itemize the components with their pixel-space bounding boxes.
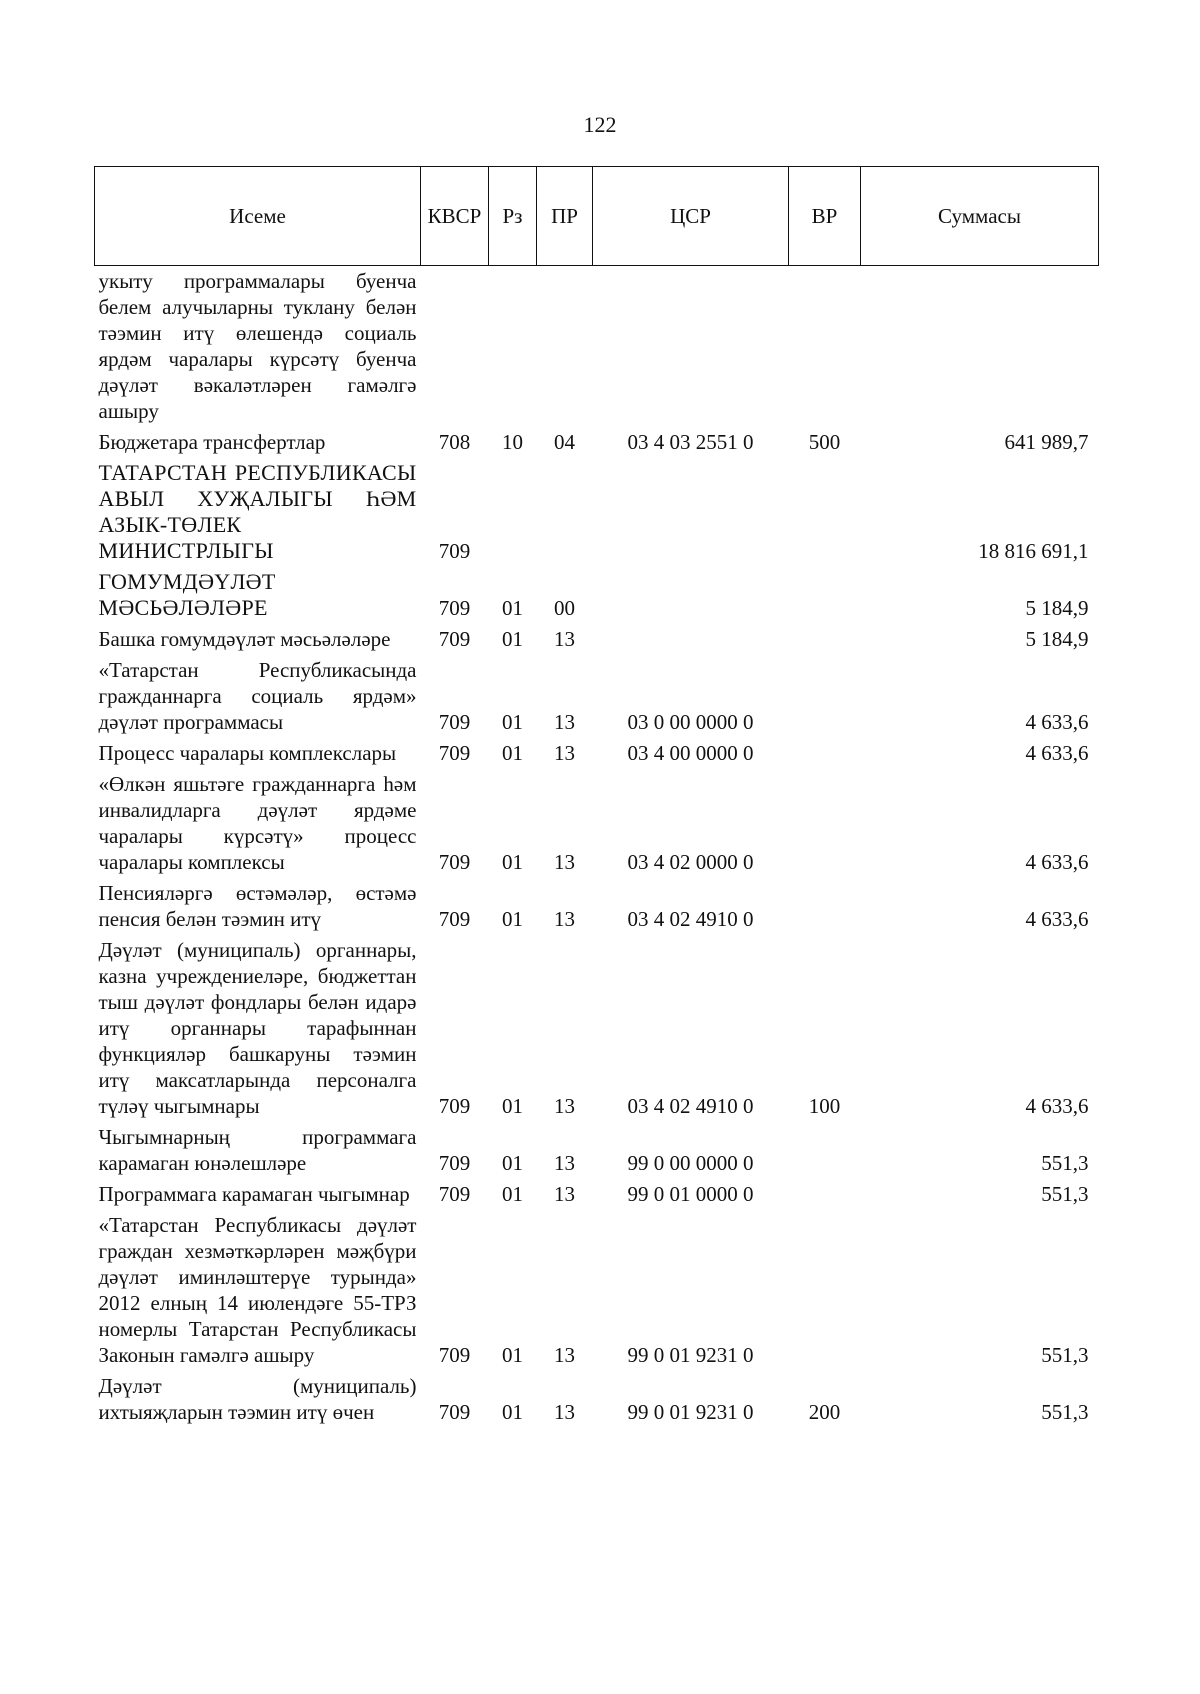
- row-name: Процесс чаралары комплекслары: [98, 741, 397, 765]
- row-name: «Татарстан Республикасында гражданнарга социаль ярдәм» дәүләт программасы: [98, 658, 417, 734]
- row-kvsr: 709: [438, 741, 471, 765]
- row-sum: 4 633,6: [1025, 907, 1089, 931]
- row-pr: 13: [554, 1400, 575, 1424]
- row-kvsr: [421, 266, 489, 428]
- row-rz: 10: [502, 430, 523, 454]
- row-vr: [789, 266, 861, 428]
- row-pr: [537, 266, 593, 428]
- row-kvsr: 709: [438, 850, 471, 874]
- row-name: укыту программалары буенча белем алучыларны туклану белән тәэмин итү өлешендә социаль ярдәм чаралары күрсәтү буенча дәүләт вәкаләтләрен гамәлгә ашыру: [98, 269, 417, 423]
- row-pr: [537, 458, 593, 567]
- row-rz: 01: [502, 1182, 523, 1206]
- row-pr: 13: [554, 710, 575, 734]
- row-kvsr: 709: [438, 1343, 471, 1367]
- row-kvsr: 709: [438, 1151, 471, 1175]
- row-sum: 18 816 691,1: [978, 539, 1089, 563]
- row-sum: 551,3: [1041, 1151, 1089, 1175]
- row-csr: [593, 567, 789, 624]
- header-csr: ЦСР: [593, 167, 789, 266]
- row-name: Пенсияләргә өстәмәләр, өстәмә пенсия белән тәэмин итү: [98, 881, 417, 931]
- table-row: [95, 266, 1099, 428]
- row-csr: [593, 458, 789, 567]
- row-csr: 99 0 01 9231 0: [627, 1400, 754, 1424]
- row-pr: 13: [554, 627, 575, 651]
- row-kvsr: 709: [438, 1400, 471, 1424]
- row-csr: 99 0 00 0000 0: [627, 1151, 754, 1175]
- table-row: [95, 935, 1099, 1122]
- row-csr: [593, 624, 789, 655]
- row-pr: 13: [554, 850, 575, 874]
- row-csr: 03 4 03 2551 0: [627, 430, 754, 454]
- row-vr: [789, 1179, 861, 1210]
- row-csr: 99 0 01 9231 0: [627, 1343, 754, 1367]
- row-rz: 01: [502, 1094, 523, 1118]
- row-pr: 13: [554, 907, 575, 931]
- row-csr: 03 4 02 4910 0: [627, 1094, 754, 1118]
- row-name: Дәүләт (муниципаль) ихтыяҗларын тәэмин итү өчен: [98, 1374, 417, 1424]
- row-sum: 4 633,6: [1025, 710, 1089, 734]
- table-row: [95, 427, 1099, 458]
- row-pr: 00: [554, 596, 575, 620]
- row-kvsr: 709: [438, 907, 471, 931]
- row-vr: [789, 655, 861, 738]
- row-vr: [789, 738, 861, 769]
- row-rz: [489, 266, 537, 428]
- row-csr: 03 4 02 0000 0: [627, 850, 754, 874]
- row-name: Чыгымнарның программага карамаган юнәлешләре: [98, 1125, 417, 1175]
- row-vr: 200: [808, 1400, 841, 1424]
- row-rz: [489, 458, 537, 567]
- row-name: «Өлкән яшьтәге гражданнарга һәм инвалидларга дәүләт ярдәме чаралары күрсәтү» процесс чаралары комплексы: [98, 772, 417, 874]
- header-name: Исеме: [95, 167, 421, 266]
- table-row: [95, 738, 1099, 769]
- row-rz: 01: [502, 741, 523, 765]
- row-sum: 4 633,6: [1025, 741, 1089, 765]
- row-vr: [789, 624, 861, 655]
- row-kvsr: 709: [438, 596, 471, 620]
- row-csr: 03 4 02 4910 0: [627, 907, 754, 931]
- table-row: [95, 1122, 1099, 1179]
- header-kvsr: КВСР: [421, 167, 489, 266]
- row-rz: 01: [502, 627, 523, 651]
- row-sum: 551,3: [1041, 1182, 1089, 1206]
- row-kvsr: 708: [438, 430, 471, 454]
- row-sum: 641 989,7: [1004, 430, 1089, 454]
- table-row: [95, 769, 1099, 878]
- row-pr: 04: [554, 430, 575, 454]
- row-vr: 500: [808, 430, 841, 454]
- row-csr: 03 0 00 0000 0: [627, 710, 754, 734]
- row-sum: 551,3: [1041, 1343, 1089, 1367]
- header-rz: Рз: [489, 167, 537, 266]
- row-name: ТАТАРСТАН РЕСПУБЛИКАСЫ АВЫЛ ХУҖАЛЫГЫ ҺӘМ АЗЫК-ТӨЛЕК МИНИСТРЛЫГЫ: [98, 460, 417, 563]
- row-sum: 5 184,9: [1025, 627, 1089, 651]
- table-row: [95, 1179, 1099, 1210]
- row-sum: 551,3: [1041, 1400, 1089, 1424]
- row-sum: 4 633,6: [1025, 850, 1089, 874]
- row-name: Дәүләт (муниципаль) органнары, казна учреждениеләре, бюджеттан тыш дәүләт фондлары белән идарә итү органнары тарафыннан функцияләр башкаруны тәэмин итү максатларында персоналга түләү чыгымнары: [98, 938, 417, 1118]
- row-vr: 100: [808, 1094, 841, 1118]
- row-kvsr: 709: [438, 539, 471, 563]
- row-rz: 01: [502, 1400, 523, 1424]
- header-vr: ВР: [789, 167, 861, 266]
- row-pr: 13: [554, 1151, 575, 1175]
- row-rz: 01: [502, 1343, 523, 1367]
- header-pr: ПР: [537, 167, 593, 266]
- row-kvsr: 709: [438, 627, 471, 651]
- row-rz: 01: [502, 1151, 523, 1175]
- row-name: Программага карамаган чыгымнар: [98, 1182, 410, 1206]
- table-row: [95, 624, 1099, 655]
- row-vr: [789, 458, 861, 567]
- row-name: Бюджетара трансфертлар: [98, 430, 326, 454]
- row-csr: 03 4 00 0000 0: [627, 741, 754, 765]
- table-row: [95, 1371, 1099, 1428]
- row-rz: 01: [502, 710, 523, 734]
- row-vr: [789, 1122, 861, 1179]
- row-kvsr: 709: [438, 1182, 471, 1206]
- row-vr: [789, 769, 861, 878]
- row-sum: 5 184,9: [1025, 596, 1089, 620]
- row-rz: 01: [502, 850, 523, 874]
- row-pr: 13: [554, 1343, 575, 1367]
- budget-table: [94, 166, 1099, 1428]
- row-csr: 99 0 01 0000 0: [627, 1182, 754, 1206]
- row-name: Башка гомумдәүләт мәсьәләләре: [98, 627, 391, 651]
- page-number: 122: [583, 112, 617, 137]
- row-pr: 13: [554, 1094, 575, 1118]
- table-row: [95, 458, 1099, 567]
- row-pr: 13: [554, 1182, 575, 1206]
- row-rz: 01: [502, 596, 523, 620]
- row-vr: [789, 567, 861, 624]
- row-kvsr: 709: [438, 1094, 471, 1118]
- table-row: [95, 878, 1099, 935]
- row-name: «Татарстан Республикасы дәүләт граждан хезмәткәрләрен мәҗбүри дәүләт иминләштерүе турында» 2012 елның 14 июлендәге 55-ТРЗ номерлы Татарстан Республикасы Законын гамәлгә ашыру: [98, 1213, 417, 1367]
- table-header-row: [95, 167, 1099, 266]
- table-row: [95, 567, 1099, 624]
- row-name: ГОМУМДӘҮЛӘТ МӘСЬӘЛӘЛӘРЕ: [98, 569, 276, 620]
- header-sum: Суммасы: [861, 167, 1099, 266]
- row-sum: [861, 266, 1099, 428]
- row-vr: [789, 878, 861, 935]
- row-kvsr: 709: [438, 710, 471, 734]
- table-row: [95, 655, 1099, 738]
- row-csr: [593, 266, 789, 428]
- row-pr: 13: [554, 741, 575, 765]
- table-row: [95, 1210, 1099, 1371]
- row-sum: 4 633,6: [1025, 1094, 1089, 1118]
- row-rz: 01: [502, 907, 523, 931]
- row-vr: [789, 1210, 861, 1371]
